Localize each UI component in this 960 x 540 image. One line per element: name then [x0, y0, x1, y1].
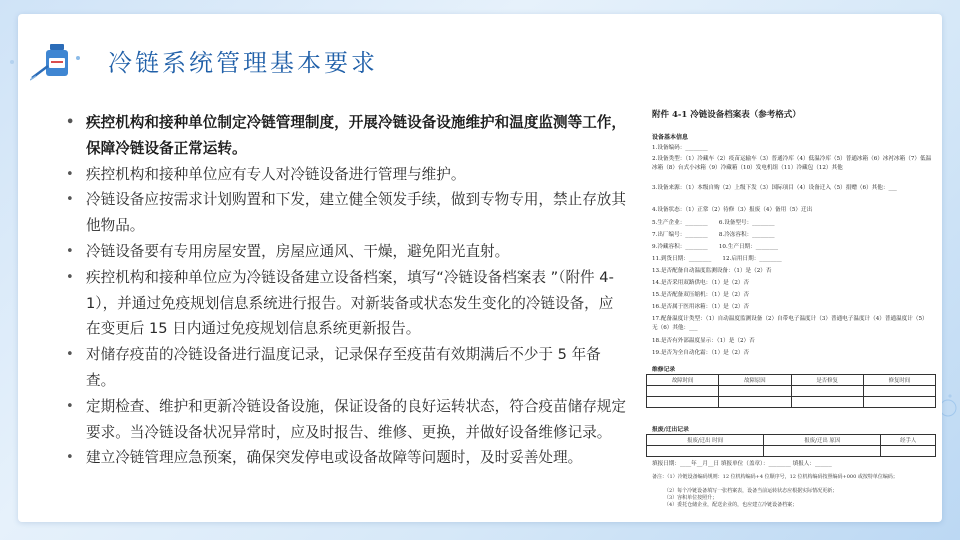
form-field: 1.设备编码：________	[652, 145, 708, 151]
vaccine-vial-icon	[30, 38, 100, 82]
page-title: 冷链系统管理基本要求	[108, 48, 378, 77]
form-field: 4.设备状态：（1）正常（2）待修（3）报废（4）备用（5）迁出	[652, 207, 813, 213]
form-note: （4）委托仓储企业，配送企业的，也应建立冷链设备档案；	[664, 502, 798, 508]
form-field: 19.是否为全自动化霜：（1）是（2）否	[652, 350, 750, 356]
list-item: • 建立冷链管理应急预案，确保突发停电或设备故障等问题时，及时妥善处理。	[66, 445, 626, 471]
table-header: 故障时间	[647, 375, 719, 386]
archive-form-image	[640, 102, 940, 512]
form-section-label: 设备基本信息	[652, 134, 689, 141]
form-note: （3）容积单位按照升；	[664, 495, 718, 501]
list-item: • 冷链设备要有专用房屋安置，房屋应通风、干燥，避免阳光直射。	[66, 239, 626, 265]
form-field: 5.生产企业：________ 6.设备型号：________	[652, 220, 775, 226]
form-field: 17.配备温度计类型：（1）自动温度监测设备（2）自带电子温度计（3）普通电子温度计（4）普通温度计（5）无（6）其他：___	[652, 316, 928, 331]
repair-record-label: 维修记录	[652, 367, 676, 373]
list-item: • 对储存疫苗的冷链设备进行温度记录，记录保存至疫苗有效期满后不少于 5 年备查。	[66, 342, 626, 394]
form-field: 7.出厂编号：________ 8.冷冻容积：________	[652, 232, 775, 238]
form-field: 2.设备类型：（1）冷藏车（2）疫苗运输车（3）普通冷库（4）低温冷库（5）普通冰箱（6）冰衬冰箱（7）低温冰箱（8）台式小冰箱（9）冷藏箱（10）发电机组（11）冷藏包（12）其他	[652, 156, 932, 171]
form-field: 16.是否属于医用冰箱：（1）是（2）否	[652, 304, 750, 310]
list-item: • 疾控机构和接种单位应有专人对冷链设备进行管理与维护。	[66, 162, 626, 188]
table-header: 经手人	[881, 435, 936, 446]
content-card	[18, 14, 942, 522]
table-header: 是否修复	[791, 375, 863, 386]
repair-record-table	[646, 374, 936, 408]
form-field: 14.是否采用双路供电：（1）是（2）否	[652, 280, 750, 286]
form-field: 13.是否配备自动温度监测设备：（1）是（2）否	[652, 268, 772, 274]
list-item: • 疾控机构和接种单位制定冷链管理制度，开展冷链设备设施维护和温度监测等工作，保障冷链设备正常运转。	[66, 110, 626, 162]
form-field: 9.冷藏容积：________ 10.生产日期：________	[652, 244, 779, 250]
scrap-record-table	[646, 434, 936, 457]
requirements-list	[66, 110, 626, 471]
table-header: 报废/迁出 时间	[647, 435, 764, 446]
table-header: 故障原因	[719, 375, 791, 386]
form-field: 3.设备来源：（1）本级自购（2）上级下发（3）国际项目（4）设备迁入（5）捐赠（6）其他：___	[652, 185, 897, 191]
fill-date-line: 填报日期：____年__月__日 填报单位（盖章）：________ 填报人：______	[652, 461, 832, 467]
list-item: • 冷链设备应按需求计划购置和下发，建立健全领发手续，做到专物专用，禁止存放其他物品。	[66, 187, 626, 239]
form-field: 15.是否配备双压缩机：（1）是（2）否	[652, 292, 750, 298]
list-item: • 定期检查、维护和更新冷链设备设施，保证设备的良好运转状态，符合疫苗储存规定要求。当冷链设备状况异常时，应及时报告、维修、更换，并做好设备维修记录。	[66, 394, 626, 446]
table-header: 报废/迁出 原因	[764, 435, 881, 446]
table-header: 修复时间	[863, 375, 935, 386]
scrap-record-label: 报废/迁出记录	[652, 427, 689, 433]
form-field: 18.是否有外部温度显示：（1）是（2）否	[652, 338, 755, 344]
form-title: 附件 4-1 冷链设备档案表（参考格式）	[652, 110, 801, 120]
list-item: • 疾控机构和接种单位应为冷链设备建立设备档案，填写“冷链设备档案表 ”（附件 4-1），并通过免疫规划信息系统进行报告。对新装备或状态发生变化的冷链设备，应在变更后 15 日内通过免疫规划信息系统更新报告。	[66, 265, 626, 342]
form-note: （2）每个冷链设备填写一张档案表，设备当前运转状态应根据实际情况更新；	[664, 488, 838, 494]
form-note: 备注：（1）冷链设备编码规则：12 位机构编码+4 位顺序号，12 位机构编码按照编码+000 或按特单位编码；	[652, 474, 898, 480]
title-bar	[30, 38, 378, 82]
form-field: 11.到货日期：________ 12.启用日期：________	[652, 256, 782, 262]
